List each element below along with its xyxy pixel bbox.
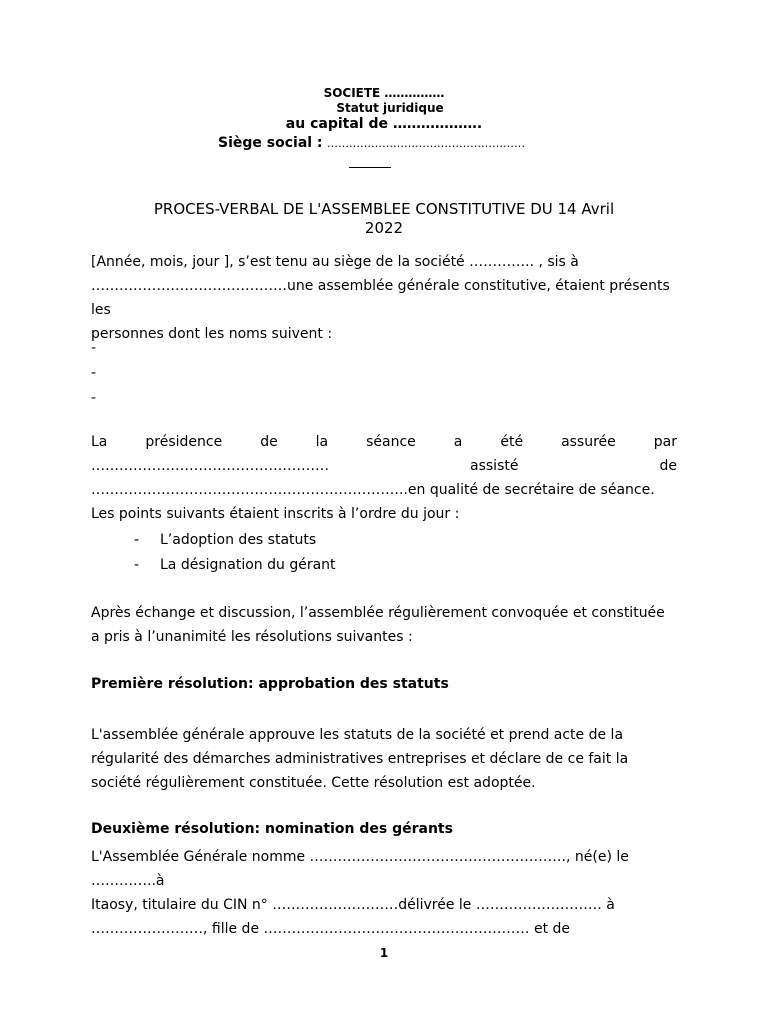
- resolution-1-line-2: régularité des démarches administratives entreprises et déclare de ce fait la: [91, 751, 629, 767]
- legal-status: Statut juridique: [336, 101, 444, 115]
- word: séance: [366, 434, 416, 450]
- agenda-item: [134, 553, 336, 578]
- title-line-2: 2022: [364, 219, 404, 237]
- presidency-line-3: …………………………………………………………..en qualité de secrétaire de séance.: [91, 482, 655, 498]
- resolution-2-line-3: ……………………, fille de ………………………………………………… et de: [91, 921, 571, 937]
- intro-paragraph: [91, 250, 677, 346]
- discussion-line-1: Après échange et discussion, l’assemblée régulièrement convoquée et constituée: [91, 605, 665, 621]
- agenda-list: [134, 528, 336, 578]
- word: de: [260, 434, 278, 450]
- attendee-list: [91, 336, 96, 411]
- resolution-2-paragraph: [91, 845, 677, 941]
- attendee-item: -: [91, 340, 97, 356]
- agenda-item: [134, 528, 336, 553]
- document-title: [100, 200, 668, 238]
- page-number: 1: [379, 946, 389, 960]
- resolution-2-line-2: Itaosy, titulaire du CIN n° ………………………délivrée le ……………………… à: [91, 897, 615, 913]
- presidency-line-2: [91, 454, 677, 478]
- presidency-paragraph: [91, 430, 677, 526]
- header-divider: [349, 167, 391, 168]
- agenda-item-text: La désignation du gérant: [160, 557, 336, 573]
- capital-line: au capital de ……………….: [285, 116, 483, 132]
- attendee-item: -: [91, 365, 97, 381]
- agenda-item-text: L’adoption des statuts: [160, 532, 317, 548]
- head-office-dots: ………………………………………………: [327, 137, 525, 150]
- intro-line-1: [Année, mois, jour ], s’est tenu au siège de la société ………….. , sis à: [91, 254, 579, 270]
- bullet-marker: -: [134, 557, 140, 573]
- resolution-1-heading: Première résolution: approbation des statuts: [91, 676, 449, 692]
- intro-line-3: personnes dont les noms suivent :: [91, 326, 333, 342]
- head-office-line: [218, 135, 525, 151]
- president-dots: ……………………………………………: [91, 458, 329, 474]
- company-name: SOCIETE ……………: [323, 86, 445, 100]
- resolution-1-paragraph: [91, 723, 677, 795]
- word: La: [91, 434, 108, 450]
- attendee-item: -: [91, 390, 97, 406]
- word: assisté: [470, 458, 519, 474]
- word: par: [653, 434, 677, 450]
- word: a: [453, 434, 463, 450]
- resolution-2-line-1: L'Assemblée Générale nomme ………………………………………………., né(e) le …………..à: [91, 849, 629, 889]
- title-line-1: PROCES-VERBAL DE L'ASSEMBLEE CONSTITUTIVE DU 14 Avril: [153, 200, 615, 218]
- word: la: [315, 434, 329, 450]
- word: assurée: [561, 434, 616, 450]
- word: présidence: [145, 434, 223, 450]
- resolution-1-line-1: L'assemblée générale approuve les statuts de la société et prend acte de la: [91, 727, 624, 743]
- discussion-line-2: a pris à l’unanimité les résolutions suivantes :: [91, 629, 413, 645]
- bullet-marker: -: [134, 532, 140, 548]
- word: de: [659, 458, 677, 474]
- resolution-2-heading: Deuxième résolution: nomination des gérants: [91, 821, 453, 837]
- presidency-line-1: [91, 430, 677, 454]
- word: été: [500, 434, 524, 450]
- agenda-intro: Les points suivants étaient inscrits à l’ordre du jour :: [91, 506, 460, 522]
- intro-line-2: ……………………………………une assemblée générale constitutive, étaient présents les: [91, 278, 670, 318]
- resolution-1-line-3: société régulièrement constituée. Cette résolution est adoptée.: [91, 775, 536, 791]
- discussion-paragraph: [91, 601, 677, 649]
- head-office-label: Siège social :: [218, 135, 323, 151]
